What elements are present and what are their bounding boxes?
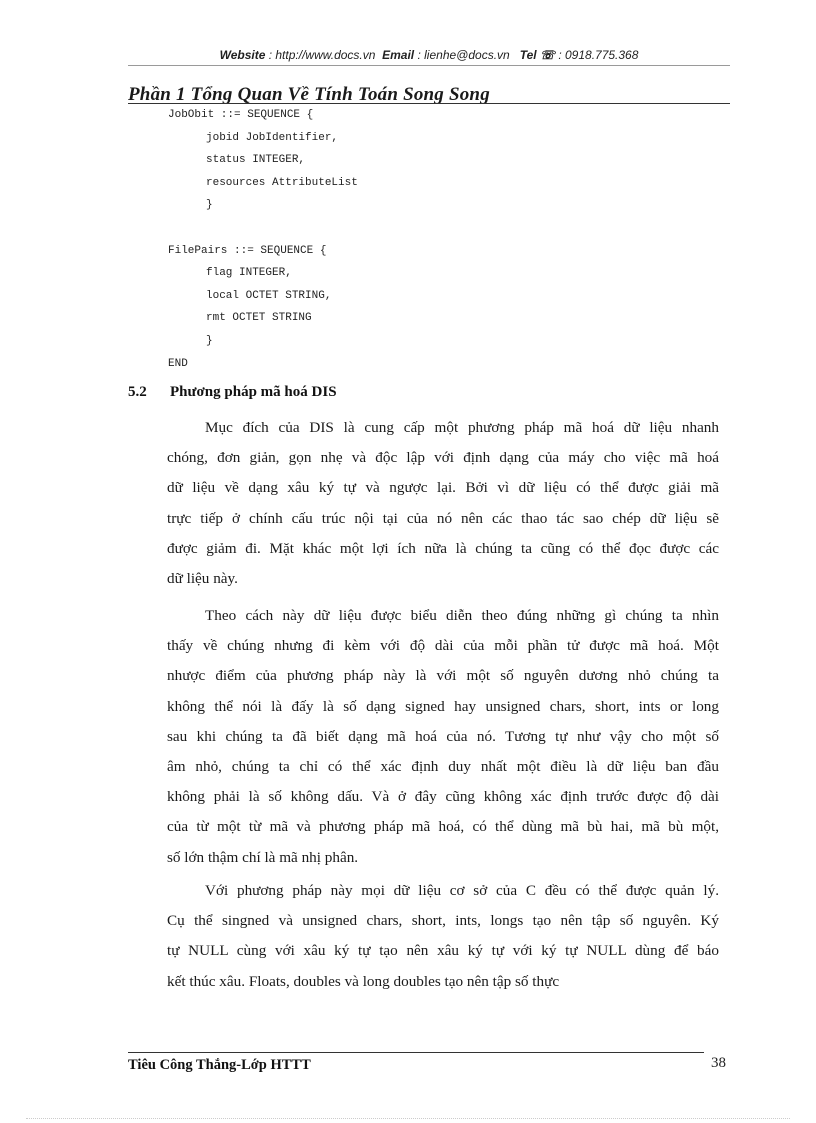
paragraph-2 bbox=[167, 601, 719, 873]
header-rule bbox=[128, 65, 730, 66]
paragraph-line: Mục đích của DIS là cung cấp một phương pháp mã hoá dữ liệu nhanh bbox=[205, 419, 719, 436]
page-number: 38 bbox=[711, 1055, 726, 1071]
phone-icon: ☏ bbox=[539, 48, 555, 62]
paragraph-line: trực tiếp ở chính cấu trúc nội tại của nó nên các thao tác sao chép dữ liệu sẽ bbox=[167, 509, 719, 527]
code-line: } bbox=[206, 334, 213, 347]
email-value: : lienhe@docs.vn bbox=[417, 48, 510, 62]
website-value: : http://www.docs.vn bbox=[268, 48, 376, 62]
part-title: Phần 1 Tổng Quan Về Tính Toán Song Song bbox=[128, 84, 490, 105]
website-label: Website bbox=[219, 48, 266, 62]
paragraph-line: thấy về chúng nhưng đi kèm với độ dài của mỗi phần tử được mã hoá. Một bbox=[167, 637, 719, 655]
paragraph-line: kết thúc xâu. Floats, doubles và long doubles tạo nên tập số thực bbox=[167, 972, 560, 990]
paragraph-line: chóng, đơn giản, gọn nhẹ và độc lập với định dạng của máy cho việc mã hoá bbox=[167, 449, 719, 467]
paragraph-line: của từ một từ mã và phương pháp mã hoá, có thể dùng mã bù hai, mã bù một, bbox=[167, 818, 719, 836]
section-heading bbox=[128, 384, 337, 401]
tel-value: : 0918.775.368 bbox=[558, 48, 639, 62]
paragraph-line: sau khi chúng ta đã biết dạng mã hoá của nó. Tương tự như vậy cho một số bbox=[167, 727, 719, 745]
code-line: FilePairs ::= SEQUENCE { bbox=[168, 244, 327, 257]
paragraph-line: được giảm đi. Mặt khác một lợi ích nữa là chúng ta cũng có thể đọc được các bbox=[167, 539, 719, 557]
paragraph-line: Với phương pháp này mọi dữ liệu cơ sở của C đều có thể được quản lý. bbox=[205, 882, 719, 899]
code-line: } bbox=[206, 199, 213, 212]
paragraph-line: không phải là số không dấu. Và ở đây cũng không xác định trước được độ dài bbox=[167, 788, 719, 806]
paragraph-1 bbox=[167, 413, 719, 594]
page-bottom-divider bbox=[26, 1118, 790, 1119]
paragraph-line: nhược điểm của phương pháp này là với một số nguyên dương nhỏ chúng ta bbox=[167, 667, 719, 685]
paragraph-line: dữ liệu này. bbox=[167, 569, 238, 587]
code-line: resources AttributeList bbox=[206, 176, 358, 189]
code-line: jobid JobIdentifier, bbox=[206, 131, 339, 144]
paragraph-line: tự NULL cùng với xâu ký tự tạo nên xâu ký tự với ký tự NULL dùng để báo bbox=[167, 942, 719, 960]
code-line: END bbox=[168, 357, 188, 370]
code-block bbox=[168, 104, 358, 375]
email-label: Email bbox=[382, 48, 415, 62]
section-title: Phương pháp mã hoá DIS bbox=[170, 384, 337, 400]
page-header bbox=[128, 48, 730, 62]
code-line: local OCTET STRING, bbox=[206, 289, 332, 302]
section-number: 5.2 bbox=[128, 384, 147, 400]
paragraph-line: Cụ thể singned và unsigned chars, short, ints, longs tạo nên tập số nguyên. Ký bbox=[167, 912, 719, 930]
paragraph-line: âm nhỏ, chúng ta chỉ có thể xác định duy nhất một điều là dữ liệu ban đầu bbox=[167, 757, 719, 775]
paragraph-line: số lớn thậm chí là mã nhị phân. bbox=[167, 848, 359, 866]
code-line: status INTEGER, bbox=[206, 154, 306, 167]
tel-label: Tel bbox=[519, 48, 537, 62]
paragraph-3 bbox=[167, 876, 719, 997]
paragraph-line: không thể nói là đấy là số dạng signed hay unsigned chars, short, ints or long bbox=[167, 697, 719, 715]
paragraph-line: Theo cách này dữ liệu được biểu diễn theo đúng những gì chúng ta nhìn bbox=[205, 607, 719, 624]
code-line bbox=[168, 217, 358, 240]
footer-author: Tiêu Công Thắng-Lớp HTTT bbox=[128, 1057, 311, 1073]
code-line: flag INTEGER, bbox=[206, 267, 292, 280]
code-line: rmt OCTET STRING bbox=[206, 312, 312, 325]
footer-rule bbox=[128, 1052, 704, 1053]
code-line: JobObit ::= SEQUENCE { bbox=[168, 109, 314, 121]
paragraph-line: dữ liệu về dạng xâu ký tự và ngược lại. Bởi vì dữ liệu có thể được giải mã bbox=[167, 479, 719, 497]
